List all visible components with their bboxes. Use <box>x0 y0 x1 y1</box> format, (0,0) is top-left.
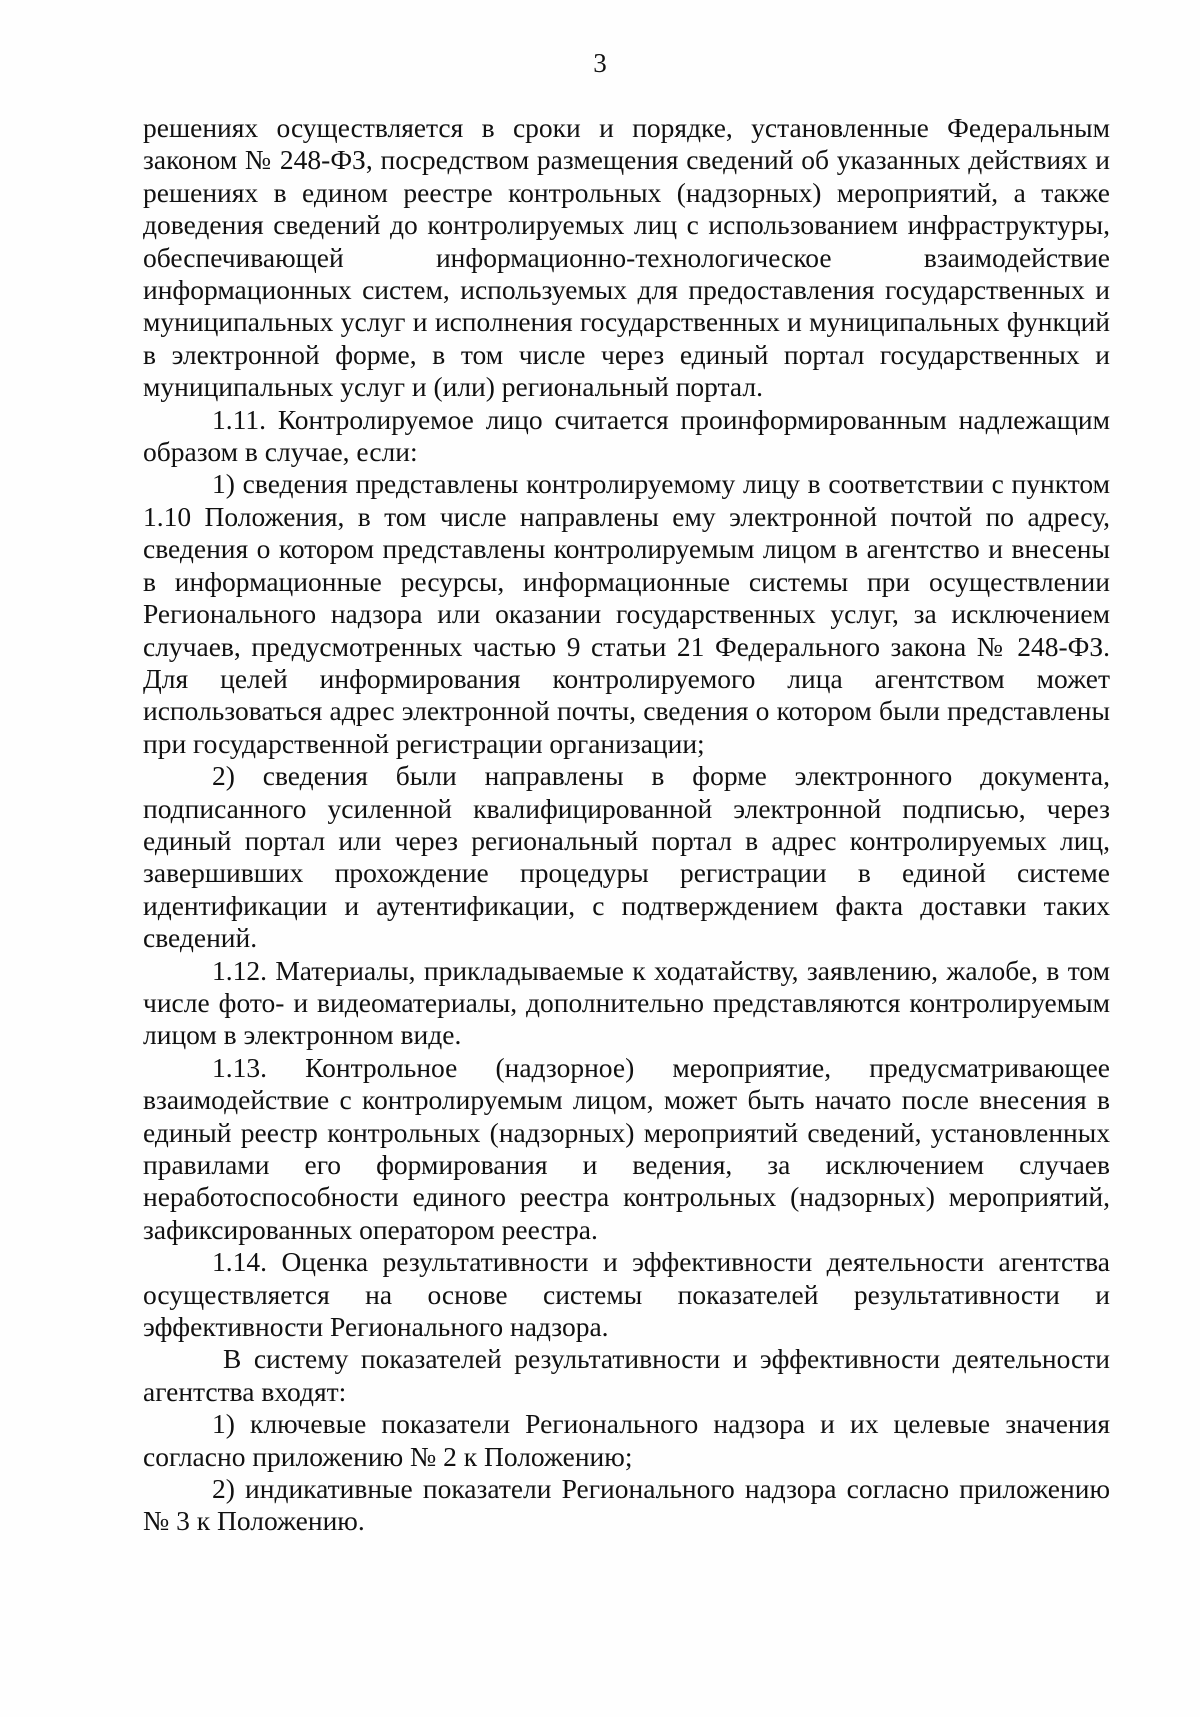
page-number: 3 <box>593 48 607 78</box>
paragraph-continuation: решениях осуществляется в сроки и порядке, установленные Федеральным законом № 248-ФЗ, посредством размещения сведений об указанных действиях и решениях в едином реестре контрольных (надзорных) мероприятий, а также доведения сведений до контролируемых лиц с использованием инфраструктуры, обеспечивающей информационно-технологическое взаимодействие информационных систем, используемых для предоставления государственных и муниципальных услуг и исполнения государственных и муниципальных функций в электронной форме, в том числе через единый портал государственных и муниципальных услуг и (или) региональный портал. <box>143 112 1110 403</box>
paragraph-1-12: 1.12. Материалы, прикладываемые к ходатайству, заявлению, жалобе, в том числе фото- и видеоматериалы, дополнительно представляются контролируемым лицом в электронном виде. <box>143 954 1110 1051</box>
document-body <box>143 112 1110 1538</box>
paragraph-1-14: 1.14. Оценка результативности и эффективности деятельности агентства осуществляется на основе системы показателей результативности и эффективности Регионального надзора. <box>143 1246 1110 1343</box>
list-item-1-11-1: 1) сведения представлены контролируемому лицу в соответствии с пунктом 1.10 Положения, в том числе направлены ему электронной почтой по адресу, сведения о котором представлены контролируемым лицом в агентство и внесены в информационные ресурсы, информационные системы при осуществлении Регионального надзора или оказании государственных услуг, за исключением случаев, предусмотренных частью 9 статьи 21 Федерального закона № 248-ФЗ. Для целей информирования контролируемого лица агентством может использоваться адрес электронной почты, сведения о котором были представлены при государственной регистрации организации; <box>143 468 1110 759</box>
list-item-indicators-2: 2) индикативные показатели Регионального надзора согласно приложению № 3 к Положению. <box>143 1473 1110 1537</box>
list-item-indicators-1: 1) ключевые показатели Регионального надзора и их целевые значения согласно приложению № 2 к Положению; <box>143 1408 1110 1472</box>
paragraph-indicators-intro: В систему показателей результативности и эффективности деятельности агентства входят: <box>143 1343 1110 1407</box>
list-item-1-11-2: 2) сведения были направлены в форме электронного документа, подписанного усиленной квалифицированной электронной подписью, через единый портал или через региональный портал в адрес контролируемых лиц, завершивших прохождение процедуры регистрации в единой системе идентификации и аутентификации, с подтверждением факта доставки таких сведений. <box>143 760 1110 954</box>
paragraph-1-13: 1.13. Контрольное (надзорное) мероприятие, предусматривающее взаимодействие с контролируемым лицом, может быть начато после внесения в единый реестр контрольных (надзорных) мероприятий сведений, установленных правилами его формирования и ведения, за исключением случаев неработоспособности единого реестра контрольных (надзорных) мероприятий, зафиксированных оператором реестра. <box>143 1051 1110 1245</box>
paragraph-1-11: 1.11. Контролируемое лицо считается проинформированным надлежащим образом в случае, если: <box>143 403 1110 468</box>
